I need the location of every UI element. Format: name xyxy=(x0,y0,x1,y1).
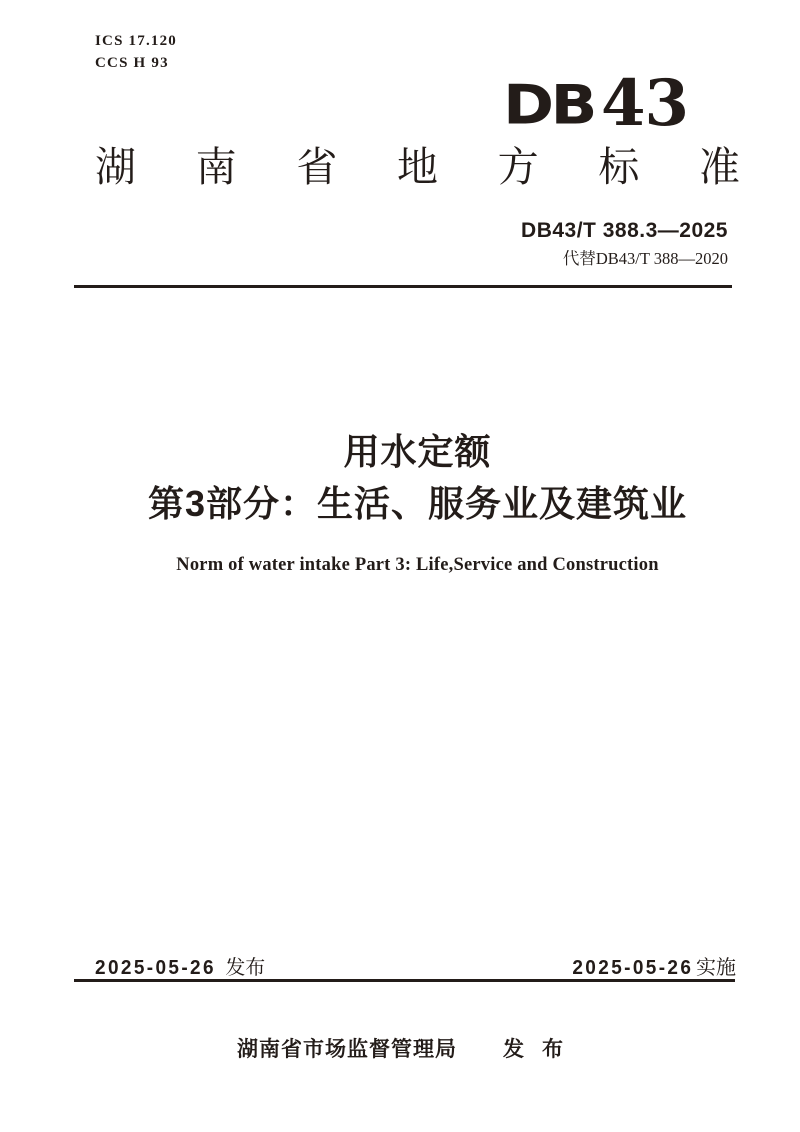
title-english: Norm of water intake Part 3: Life,Service and Construction xyxy=(176,555,659,575)
replaces-note: 代替DB43/T 388—2020 xyxy=(562,249,728,268)
logo-db-prefix: DB xyxy=(503,74,594,138)
classification-codes xyxy=(95,30,177,74)
logo-region-number: 43 xyxy=(600,66,688,141)
db43-logo xyxy=(503,66,688,141)
publisher-row xyxy=(0,1033,800,1063)
header-divider xyxy=(74,285,732,288)
title-cn-line1: 用水定额 xyxy=(343,431,492,472)
standard-number: DB43/T 388.3—2025 xyxy=(521,219,728,242)
issue-date xyxy=(95,951,265,980)
ccs-code: CCS H 93 xyxy=(95,55,169,71)
publisher-name: 湖南省市场监督管理局 xyxy=(237,1038,457,1061)
publish-label: 发布 xyxy=(503,1038,581,1061)
implementation-date-value: 2025-05-26 xyxy=(572,957,693,979)
title-block xyxy=(95,431,740,576)
issue-date-label: 发布 xyxy=(225,957,266,979)
ics-code: ICS 17.120 xyxy=(95,33,178,49)
implementation-date xyxy=(566,951,736,980)
title-cn-line2: 第3部分：生活、服务业及建筑业 xyxy=(147,483,688,524)
footer-divider xyxy=(74,979,735,982)
issue-date-value: 2025-05-26 xyxy=(95,957,216,979)
implementation-date-label: 实施 xyxy=(696,957,736,979)
dates-row xyxy=(95,951,736,980)
standard-type-title: 湖南省地方标准 xyxy=(95,144,740,190)
